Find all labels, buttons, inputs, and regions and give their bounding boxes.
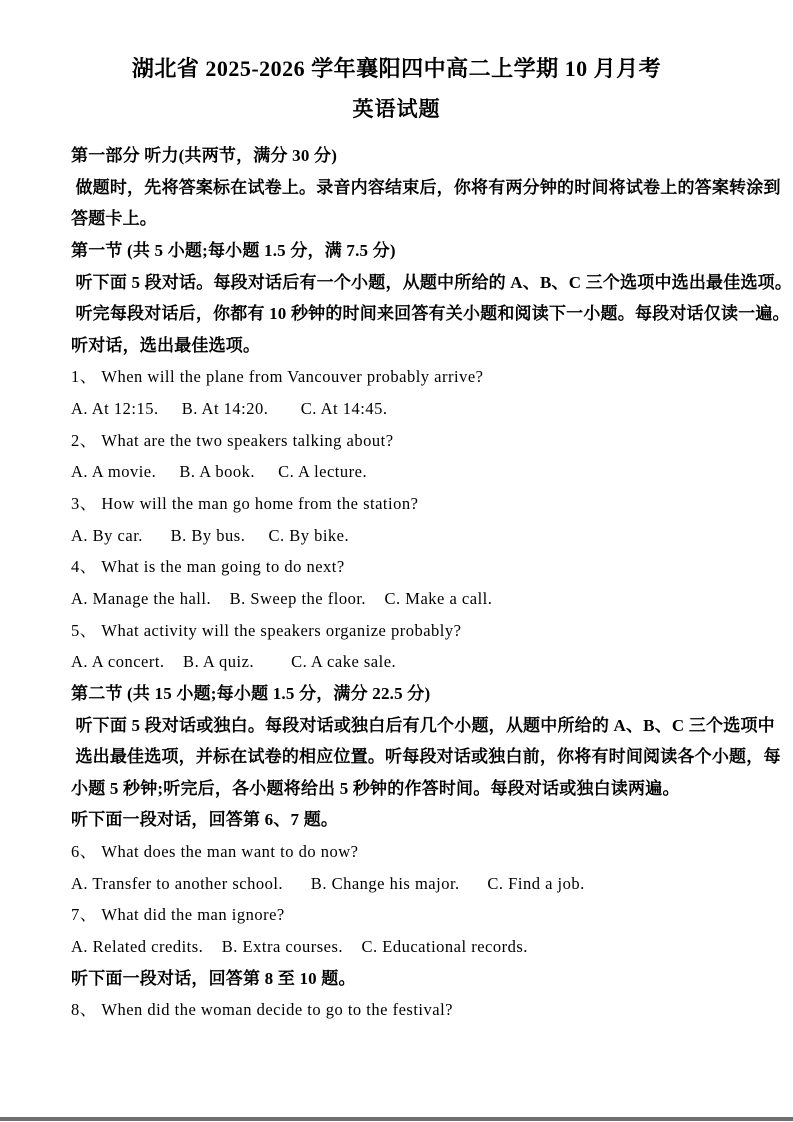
- instruction-line: 听下面一段对话，回答第 8 至 10 题。: [71, 968, 356, 988]
- instruction-line: 听完每段对话后，你都有 10 秒钟的时间来回答有关小题和阅读下一小题。每段对话仅读一遍。: [71, 304, 790, 324]
- instruction-line: 做题时，先将答案标在试卷上。录音内容结束后，你将有两分钟的时间将试卷上的答案转涂到: [71, 177, 781, 197]
- question-line: 6、 What does the man want to do now?: [71, 842, 359, 862]
- options-line: A. By car. B. By bus. C. By bike.: [71, 525, 350, 545]
- question-line: 3、 How will the man go home from the station?: [71, 494, 419, 514]
- section-heading-line: 第二节 (共 15 小题;每小题 1.5 分，满分 22.5 分): [71, 683, 431, 703]
- doc-title: 湖北省 2025-2026 学年襄阳四中高二上学期 10 月月考: [131, 56, 662, 81]
- instruction-line: 听下面 5 段对话。每段对话后有一个小题，从题中所给的 A、B、C 三个选项中选出最佳选项。: [71, 272, 793, 292]
- instruction-line: 小题 5 秒钟;听完后，各小题将给出 5 秒钟的作答时间。每段对话或独白读两遍。: [71, 778, 680, 798]
- instruction-line: 答题卡上。: [71, 209, 157, 229]
- doc-subtitle: 英语试题: [352, 97, 441, 121]
- page-bottom-divider: [0, 1117, 793, 1121]
- instruction-line: 听对话，选出最佳选项。: [71, 335, 261, 355]
- question-line: 1、 When will the plane from Vancouver probably arrive?: [71, 367, 484, 387]
- question-line: 4、 What is the man going to do next?: [71, 557, 345, 577]
- section-heading-line: 第一节 (共 5 小题;每小题 1.5 分，满 7.5 分): [71, 240, 396, 260]
- instruction-line: 选出最佳选项，并标在试卷的相应位置。听每段对话或独白前，你将有时间阅读各个小题，每: [71, 747, 781, 767]
- question-line: 8、 When did the woman decide to go to the festival?: [71, 1000, 453, 1020]
- options-line: A. A movie. B. A book. C. A lecture.: [71, 462, 368, 482]
- question-line: 2、 What are the two speakers talking about?: [71, 430, 394, 450]
- options-line: A. At 12:15. B. At 14:20. C. At 14:45.: [71, 399, 388, 419]
- options-line: A. Related credits. B. Extra courses. C. Educational records.: [71, 937, 528, 957]
- instruction-line: 听下面 5 段对话或独白。每段对话或独白后有几个小题，从题中所给的 A、B、C 三个选项中: [71, 715, 775, 735]
- question-line: 7、 What did the man ignore?: [71, 905, 285, 925]
- instruction-line: 听下面一段对话，回答第 6、7 题。: [71, 810, 339, 830]
- options-line: A. Transfer to another school. B. Change his major. C. Find a job.: [71, 873, 585, 893]
- section-heading-line: 第一部分 听力(共两节，满分 30 分): [71, 146, 338, 165]
- options-line: A. A concert. B. A quiz. C. A cake sale.: [71, 652, 397, 672]
- question-line: 5、 What activity will the speakers organize probably?: [71, 620, 462, 640]
- content-lines: [71, 140, 793, 1026]
- options-line: A. Manage the hall. B. Sweep the floor. C. Make a call.: [71, 588, 493, 608]
